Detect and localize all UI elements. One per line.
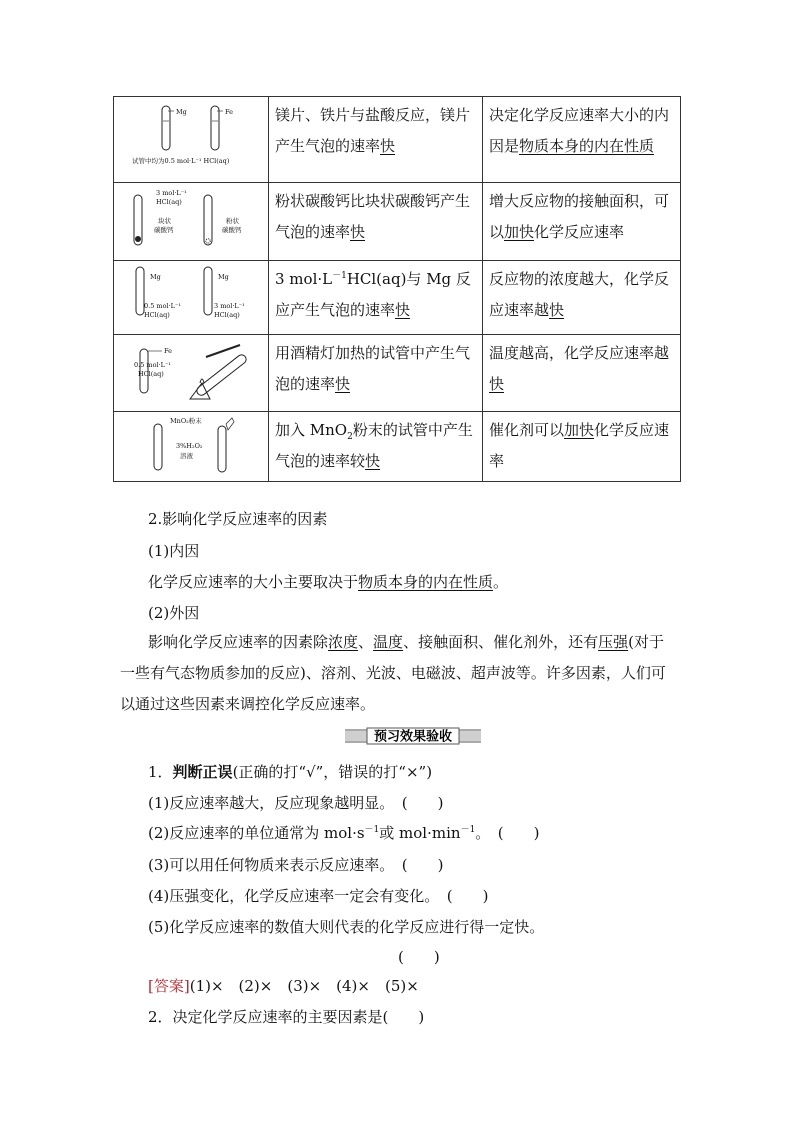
question-1-title	[148, 761, 432, 782]
figure-label: 0.5 mol·L⁻¹	[144, 302, 181, 310]
conclusion-text: 决定化学反应速率大小的内因是	[489, 106, 670, 155]
underlined-answer: 快	[489, 375, 505, 393]
paragraph-text: (对于一些有气态物质参加的反应)、溶剂、光波、电磁波、超声波等。许多因素，人们可以通过这些因素来调控化学反应速率。	[120, 633, 666, 713]
question-instruction: (正确的打“√”，错误的打“×”)	[232, 763, 433, 781]
paragraph	[120, 627, 676, 720]
table-row	[114, 261, 681, 335]
question-title: 判断正误	[172, 763, 233, 781]
conclusion-cell	[483, 183, 681, 261]
item-text: 或 mol·min	[379, 824, 461, 842]
test-tubes-mg-fe-icon	[114, 97, 268, 182]
figure-label: 0.5 mol·L⁻¹	[134, 361, 171, 369]
figure-label: Fe	[164, 347, 173, 355]
figure-cell	[114, 335, 269, 412]
underlined-answer: 加快	[564, 421, 595, 439]
figure-label: HCl(aq)	[156, 198, 182, 206]
figure-label: 溶液	[180, 452, 193, 460]
underlined-answer: 快	[335, 375, 351, 393]
conclusion-cell	[483, 97, 681, 183]
phenomenon-text: 加入 MnO	[275, 421, 348, 439]
subsection-title: (1)内因	[148, 542, 200, 560]
conclusion-cell	[483, 335, 681, 412]
banner-text: 预习效果验收	[373, 729, 453, 745]
figure-label: MnO₂粉末	[170, 417, 202, 425]
question-number: 1．	[148, 763, 173, 781]
figure-label: HCl(aq)	[144, 311, 170, 319]
test-tube-heated-alcohol-lamp-icon	[114, 335, 268, 411]
phenomenon-cell	[269, 412, 483, 482]
figure-label: HCl(aq)	[214, 311, 240, 319]
underlined-answer: 浓度	[328, 633, 359, 651]
test-tubes-calcium-carbonate-icon	[114, 183, 268, 260]
underlined-answer: 加快	[504, 223, 535, 241]
figure-label: 3 mol·L⁻¹	[156, 189, 187, 197]
phenomenon-cell	[269, 261, 483, 335]
answer-line	[148, 975, 419, 996]
phenomenon-text: 粉状碳酸钙比块状碳酸钙产生气泡的速率	[275, 192, 471, 241]
judgment-item	[148, 822, 540, 843]
superscript: －1	[364, 825, 380, 835]
judgment-item: (4)压强变化，化学反应速率一定会有变化。 ( )	[148, 887, 489, 905]
conclusion-text: 化学反应速率	[534, 223, 625, 241]
conclusion-text: 增大反应物的接触面积，可以	[489, 192, 670, 241]
judgment-item: (1)反应速率越大，反应现象越明显。 ( )	[148, 794, 444, 812]
section-banner	[345, 727, 481, 745]
figure-label: 碳酸钙	[154, 226, 174, 234]
figure-label: HCl(aq)	[138, 370, 164, 378]
underlined-answer: 快	[350, 223, 366, 241]
subsection-title: (2)外因	[148, 604, 200, 622]
paragraph-text: 影响化学反应速率的因素除	[148, 633, 329, 651]
section-title	[148, 508, 327, 529]
phenomenon-text: 粉末的试管中产生气泡的速率较	[275, 421, 473, 470]
phenomenon-cell	[269, 335, 483, 412]
phenomenon-cell	[269, 183, 483, 261]
superscript: －1	[332, 271, 347, 281]
paragraph-text: 、接触面积、催化剂外，还有	[403, 633, 599, 651]
figure-cell	[114, 261, 269, 335]
table-row	[114, 183, 681, 261]
phenomenon-text: 镁片、铁片与盐酸反应，镁片产生气泡的速率	[275, 106, 471, 155]
figure-label: 块状	[158, 217, 171, 225]
underlined-answer: 温度	[373, 633, 404, 651]
figure-cell	[114, 412, 269, 482]
experiment-table	[113, 96, 681, 482]
underlined-answer: 物质本身的内在性质	[358, 573, 494, 591]
answer-label: [答案]	[148, 977, 190, 995]
answer-text: (1)× (2)× (3)× (4)× (5)×	[189, 977, 419, 995]
question-2: 2．决定化学反应速率的主要因素是( )	[148, 1008, 425, 1026]
paragraph-text: 化学反应速率的大小主要取决于	[148, 573, 359, 591]
phenomenon-text: HCl(aq)与 Mg 反应产生气泡的速率	[275, 270, 471, 319]
paragraph-text: 。	[493, 573, 509, 591]
underlined-answer: 快	[380, 137, 396, 155]
underlined-answer: 快	[549, 301, 565, 319]
judgment-item: (3)可以用任何物质来表示反应速率。 ( )	[148, 856, 444, 874]
paragraph	[148, 571, 508, 592]
phenomenon-text: 3 mol·L	[275, 270, 333, 288]
figure-label: Mg	[218, 273, 229, 281]
table-row	[114, 412, 681, 482]
conclusion-text: 化学反应速率	[489, 421, 670, 470]
table-row	[114, 97, 681, 183]
answer-bracket: ( )	[398, 948, 440, 966]
underlined-answer: 物质本身的内在性质	[519, 137, 655, 155]
figure-label: Mg	[150, 273, 161, 281]
figure-label: Mg	[176, 108, 187, 116]
conclusion-text: 催化剂可以	[489, 421, 565, 439]
judgment-item: (5)化学反应速率的数值大则代表的化学反应进行得一定快。	[148, 918, 545, 936]
test-tubes-catalyst-icon	[114, 412, 268, 481]
conclusion-text: 温度越高，化学反应速率越	[489, 344, 670, 362]
superscript: －1	[460, 825, 476, 835]
figure-label: 3 mol·L⁻¹	[214, 302, 245, 310]
subscript: 2	[347, 432, 353, 442]
conclusion-text: 反应物的浓度越大，化学反应速率越	[489, 270, 670, 319]
conclusion-cell	[483, 412, 681, 482]
item-text: (2)反应速率的单位通常为 mol·s	[148, 824, 365, 842]
phenomenon-text: 用酒精灯加热的试管中产生气泡的速率	[275, 344, 471, 393]
conclusion-cell	[483, 261, 681, 335]
figure-label: Fe	[225, 108, 234, 116]
paragraph-text: 、	[358, 633, 374, 651]
figure-label: 粉状	[226, 217, 239, 225]
figure-cell	[114, 183, 269, 261]
test-tubes-concentration-icon	[114, 261, 268, 334]
figure-cell	[114, 97, 269, 183]
underlined-answer: 快	[365, 452, 381, 470]
item-text: 。 ( )	[475, 824, 540, 842]
underlined-answer: 压强	[598, 633, 629, 651]
underlined-answer: 快	[395, 301, 411, 319]
section-title-text: 2.影响化学反应速率的因素	[148, 510, 328, 528]
figure-label: 碳酸钙	[222, 226, 242, 234]
figure-caption: 试管中均为0.5 mol·L⁻¹ HCl(aq)	[132, 157, 230, 165]
phenomenon-cell	[269, 97, 483, 183]
figure-label: 3%H₂O₂	[176, 442, 203, 450]
table-row	[114, 335, 681, 412]
